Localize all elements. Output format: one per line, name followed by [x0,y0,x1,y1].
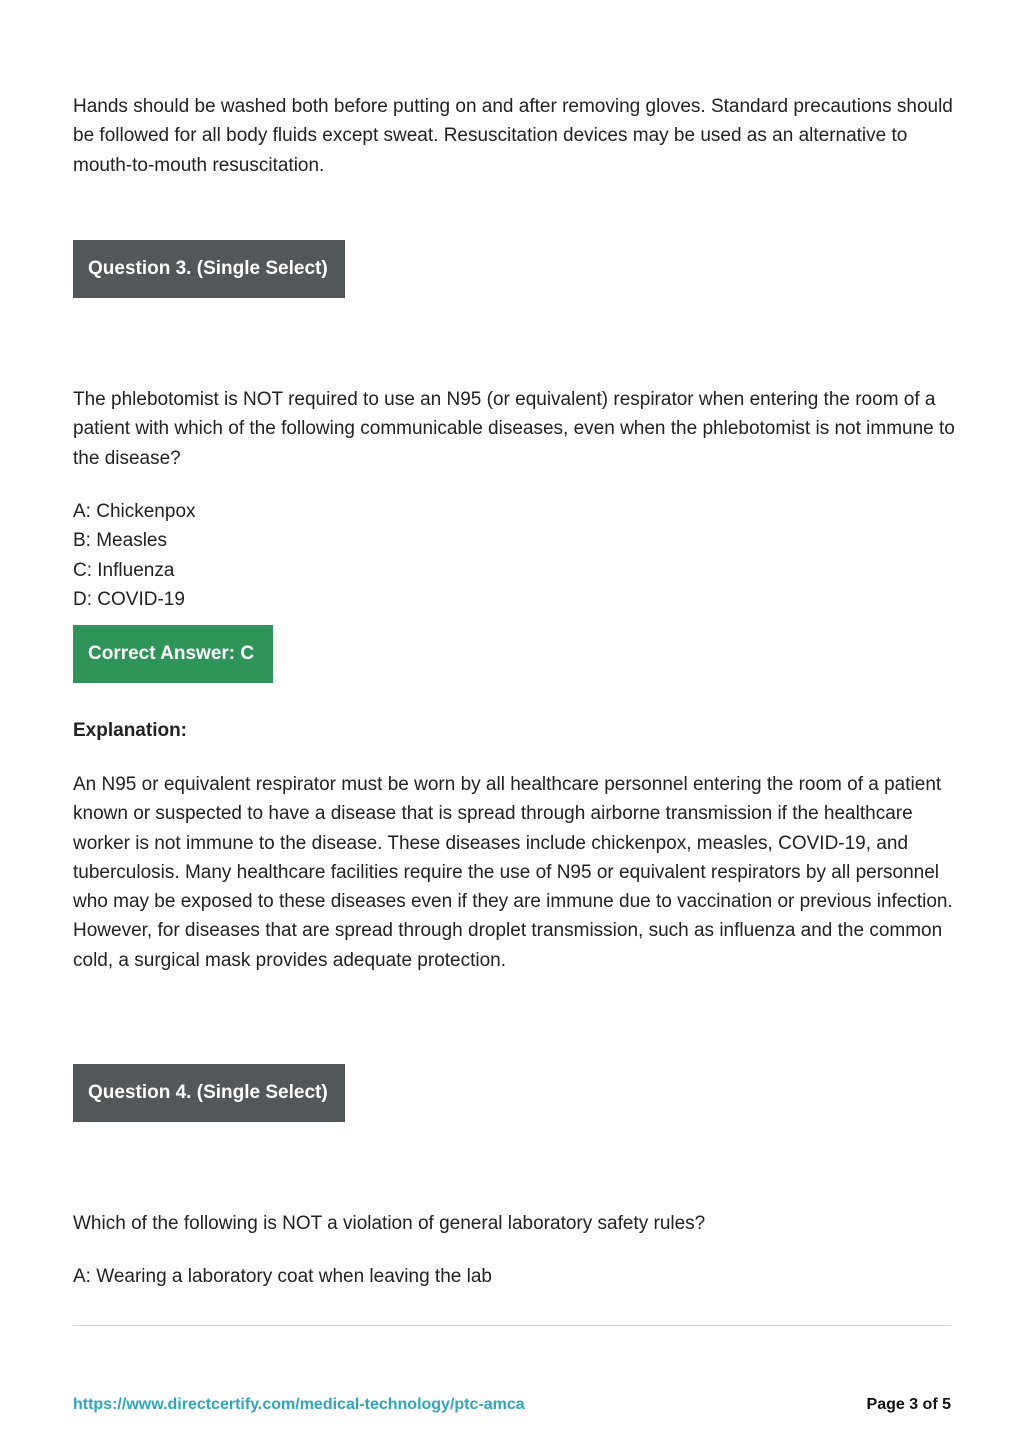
page-number: Page 3 of 5 [866,1396,951,1413]
question-4-badge: Question 4. (Single Select) [73,1064,345,1122]
question-3-options [73,497,958,614]
footer-divider [73,1325,951,1326]
question-3-badge: Question 3. (Single Select) [73,240,345,298]
option-c: C: Influenza [73,559,175,581]
option-a: A: Wearing a laboratory coat when leaving the lab [73,1266,492,1287]
explanation-heading: Explanation: [73,720,188,741]
option-b: B: Measles [73,530,167,552]
question-4-text: Which of the following is NOT a violation of general laboratory safety rules? [73,1213,706,1234]
document-page [73,0,958,1448]
question-4-options [73,1262,958,1291]
correct-answer-badge: Correct Answer: C [73,625,273,683]
footer-link[interactable]: https://www.directcertify.com/medical-technology/ptc-amca [73,1396,525,1413]
explanation-text: An N95 or equivalent respirator must be worn by all healthcare personnel entering the room of a patient known or suspected to have a disease that is spread through airborne transmission if the healthcare worker is not immune to the disease. These diseases include chickenpox, measles, COVID-19, and tuberculosis. Many healthcare facilities require the use of N95 or equivalent respirators by all personnel who may be exposed to these diseases even if they are immune due to vaccination or previous infection. However, for diseases that are spread through droplet transmission, such as influenza and the common cold, a surgical mask provides adequate protection. [73,774,953,971]
option-a: A: Chickenpox [73,501,196,522]
option-d: D: COVID-19 [73,588,185,610]
intro-paragraph: Hands should be washed both before putting on and after removing gloves. Standard precautions should be followed for all body fluids except sweat. Resuscitation devices may be used as an alternative to mouth-to-mouth resuscitation. [73,96,953,176]
question-3-text: The phlebotomist is NOT required to use an N95 (or equivalent) respirator when entering the room of a patient with which of the following communicable diseases, even when the phlebotomist is not immune to the disease? [73,389,955,469]
